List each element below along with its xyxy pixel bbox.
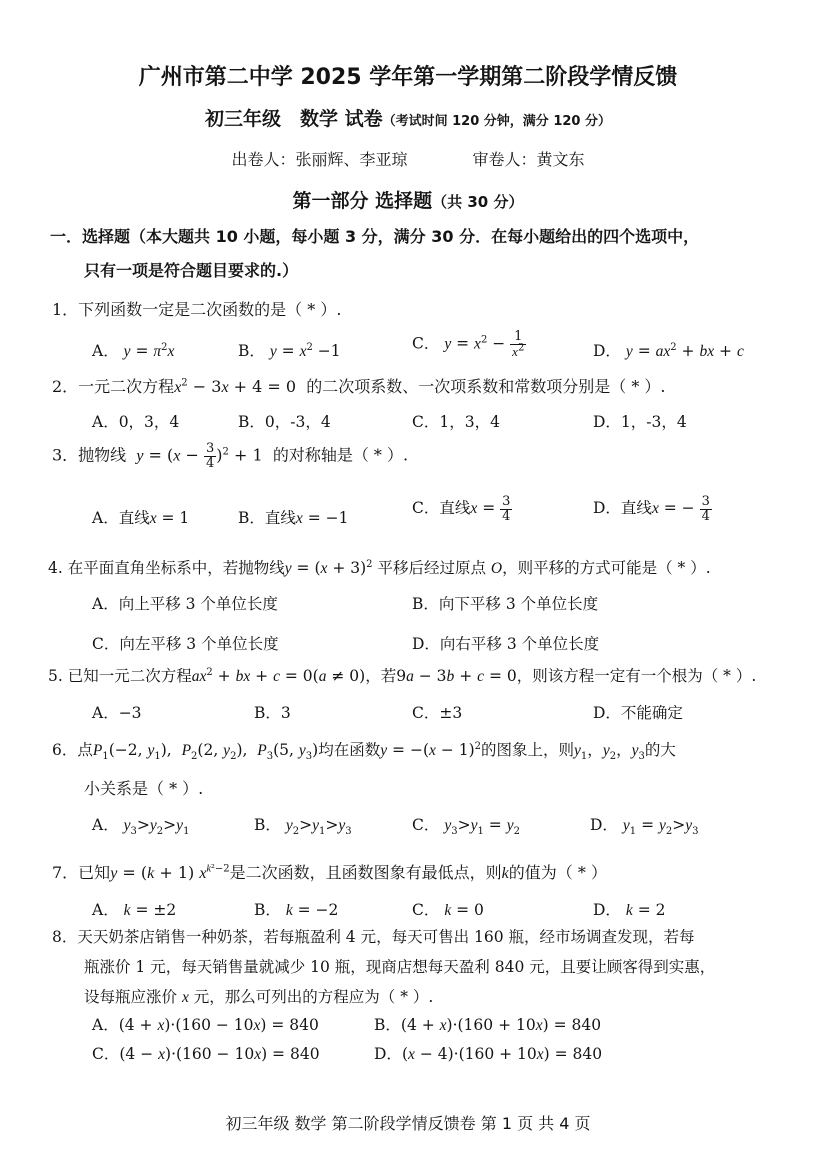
question-8-line2: 瓶涨价 1 元，每天销售量就减少 10 瓶，现商店想每天盈利 840 元，且要让顾客得到实惠， (84, 958, 716, 976)
question-6-option-b: B． $y_2>y_1>y_3$ (254, 816, 352, 838)
question-6-stem: 6．点$P_1(-2$, $y_1$), $P_2(2$, $y_2$), $P_3(5$, $y_3$)均在函数$y = -(x - 1)^2$的图象上，则$y_1$，$y_2$，$y_3$的大 (52, 740, 676, 763)
question-5-option-b: B．3 (254, 704, 291, 722)
question-2-option-a: A．0，3，4 (92, 413, 180, 431)
question-1-option-b: B． $y = x^2 -1$ (238, 341, 341, 360)
author-text: 出卷人：张丽辉、李亚琼 (231, 150, 408, 169)
question-7-stem: 7．已知y = (k + 1) $x^{k^2-2}$是二次函数，且函数图象有最低点，则k的值为（ * ） (52, 863, 607, 882)
question-6-stem-line2: 小关系是（ * ）. (84, 779, 204, 798)
question-1-stem: 1．下列函数一定是二次函数的是（ * ）. (52, 300, 342, 319)
page-footer: 初三年级 数学 第二阶段学情反馈卷 第 1 页 共 4 页 (225, 1114, 591, 1133)
question-3-stem: 3．抛物线 y = (x − $\frac{3}{4}$ )$^2$ + 1 的对称轴是（ * ）. (52, 441, 409, 471)
question-8-option-b: B．(4 + x)·(160 + 10x) = 840 (374, 1016, 602, 1034)
part-points: （共 30 分） (432, 193, 524, 211)
question-3-option-d: D．直线x = − $\frac{3}{4}$ (593, 494, 710, 524)
question-6-option-c: C． $y_3>y_1 = y_2$ (412, 816, 520, 838)
question-7-option-d: D． k = 2 (593, 901, 666, 919)
question-3-option-a: A．直线x = 1 (92, 509, 190, 527)
question-5-option-a: A．−3 (92, 704, 142, 722)
question-8-option-c: C．(4 − x)·(160 − 10x) = 840 (92, 1045, 320, 1063)
question-3-option-c: C．直线x = $\frac{3}{4}$ (412, 494, 511, 524)
subtitle-note: （考试时间 120 分钟，满分 120 分） (382, 114, 611, 129)
question-4-option-a: A．向上平移 3 个单位长度 (92, 595, 278, 613)
question-4-option-d: D．向右平移 3 个单位长度 (412, 635, 600, 653)
question-2-option-b: B．0，-3，4 (238, 413, 331, 431)
question-2-option-c: C．1，3，4 (412, 413, 500, 431)
question-2-option-d: D．1，-3，4 (593, 413, 687, 431)
question-5-stem: 5. 已知一元二次方程$ax^2$ + bx + c = 0(a ≠ 0)，若9a − 3b + c = 0，则该方程一定有一个根为（ * ）. (48, 666, 757, 685)
page-title: 广州市第二中学 2025 学年第一学期第二阶段学情反馈 (138, 65, 678, 90)
question-7-option-b: B． k = −2 (254, 901, 339, 919)
question-5-option-d: D．不能确定 (593, 704, 683, 722)
question-4-option-b: B．向下平移 3 个单位长度 (412, 595, 599, 613)
question-8-line1: 8．天天奶茶店销售一种奶茶，若每瓶盈利 4 元，每天可售出 160 瓶，经市场调查发现，若每 (52, 928, 695, 946)
question-4-stem: 4. 在平面直角坐标系中，若抛物线$y = (x + 3)^2$ 平移后经过原点 O，则平移的方式可能是（ * ）. (48, 558, 711, 577)
question-7-option-a: A． k = ±2 (92, 901, 177, 919)
section-instruction-line2: 只有一项是符合题目要求的.） (84, 261, 299, 280)
question-7-option-c: C． k = 0 (412, 901, 484, 919)
question-5-option-c: C．±3 (412, 704, 463, 722)
question-1-option-c: C． $y = x^2$ − $\frac{1}{x^2}$ (412, 329, 525, 359)
question-1-option-d: D． $y = ax^2$ + bx + c (593, 341, 744, 360)
exam-subtitle (0, 104, 816, 131)
question-3-option-b: B．直线x = −1 (238, 509, 349, 527)
question-8-option-d: D．(x − 4)·(160 + 10x) = 840 (374, 1045, 603, 1063)
authors-line (0, 147, 816, 170)
question-8-line3: 设每瓶应涨价 x 元，那么可列出的方程应为（ * ）. (84, 988, 434, 1006)
part-title (0, 186, 816, 213)
question-1-option-a: A． $y = \pi^2x$ (92, 341, 175, 360)
question-6-option-a: A． $y_3>y_2>y_1$ (92, 816, 190, 838)
question-4-option-c: C．向左平移 3 个单位长度 (92, 635, 279, 653)
question-2-stem: 2．一元二次方程$x^2 - 3x + 4 = 0$ 的二次项系数、一次项系数和常数项分别是（ * ）. (52, 377, 666, 396)
question-6-option-d: D． $y_1 = y_2>y_3$ (590, 816, 699, 838)
section-instruction-line1: 一．选择题（本大题共 10 小题，每小题 3 分，满分 30 分．在每小题给出的四个选项中， (50, 227, 700, 246)
part-title-text: 第一部分 选择题 (292, 190, 433, 212)
question-8-option-a: A．(4 + x)·(160 − 10x) = 840 (92, 1016, 319, 1034)
reviewer-text: 审卷人：黄文东 (472, 150, 585, 169)
subtitle-text: 初三年级 数学 试卷 (204, 108, 383, 130)
